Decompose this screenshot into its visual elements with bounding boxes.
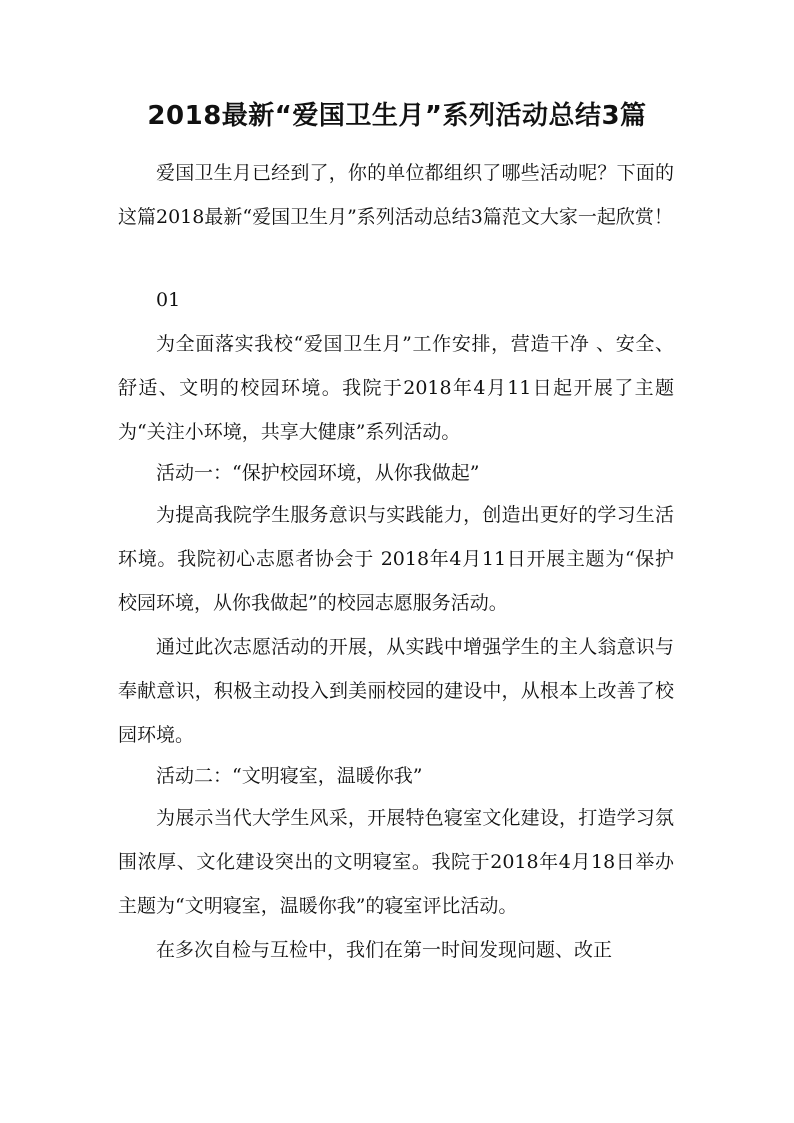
body-paragraph: 通过此次志愿活动的开展，从实践中增强学生的主人翁意识与奉献意识，积极主动投入到美丽校园的建设中，从根本上改善了校园环境。 [118, 636, 674, 746]
body-paragraph: 为提高我院学生服务意识与实践能力，创造出更好的学习生活环境。我院初心志愿者协会于 2018年4月11日开展主题为“保护校园环境，从你我做起”的校园志愿服务活动。 [118, 504, 674, 614]
activity-heading: 活动一：“保护校园环境，从你我做起” [156, 462, 480, 484]
body-paragraph: 为展示当代大学生风采，开展特色寝室文化建设，打造学习氛围浓厚、文化建设突出的文明寝室。我院于2018年4月18日举办主题为“文明寝室，温暖你我”的寝室评比活动。 [118, 807, 674, 917]
intro-paragraph: 爱国卫生月已经到了，你的单位都组织了哪些活动呢？下面的这篇2018最新“爱国卫生月”系列活动总结3篇范文大家一起欣赏！ [118, 162, 674, 228]
paragraph-spacer [118, 239, 674, 278]
activity-heading: 活动二：“文明寝室，温暖你我” [156, 765, 423, 787]
section-number: 01 [156, 289, 181, 311]
body-paragraph: 在多次自检与互检中，我们在第一时间发现问题、改正 [156, 939, 613, 961]
body-paragraph: 为全面落实我校“爱国卫生月”工作安排，营造干净 、安全、舒适、文明的校园环境。我院于2018年4月11日起开展了主题为“关注小环境，共享大健康”系列活动。 [118, 333, 674, 443]
document-title: 2018最新“爱国卫生月”系列活动总结3篇 [147, 101, 647, 131]
document-body [118, 151, 674, 972]
